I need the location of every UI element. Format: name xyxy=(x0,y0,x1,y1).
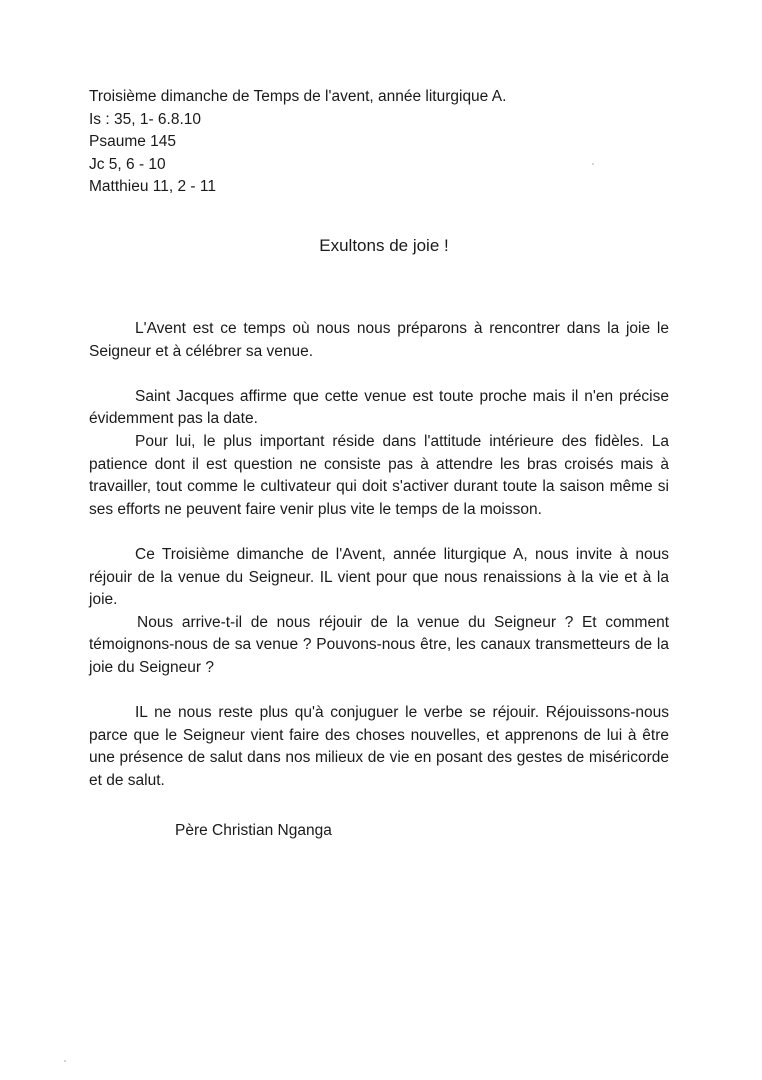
header-line-matthew: Matthieu 11, 2 - 11 xyxy=(89,178,216,195)
liturgy-header xyxy=(89,86,506,199)
homily-body xyxy=(89,318,669,792)
signature: Père Christian Nganga xyxy=(175,822,332,839)
paragraph: Nous arrive-t-il de nous réjouir de la venue du Seigneur ? Et comment témoignons-nous de sa venue ? Pouvons-nous être, les canaux transmetteurs de la joie du Seigneur ? xyxy=(89,613,669,676)
scan-speck xyxy=(64,1060,66,1062)
homily-title-wrapper xyxy=(0,234,762,258)
homily-title: Exultons de joie ! xyxy=(319,236,449,255)
paragraph: Saint Jacques affirme que cette venue est toute proche mais il n'en précise évidemment pas la date. xyxy=(89,387,669,428)
paragraph: Pour lui, le plus important réside dans l'attitude intérieure des fidèles. La patience dont il est question ne consiste pas à attendre les bras croisés mais à travailler, tout comme le cultivateur qui doit s'activer durant toute la saison même si ses efforts ne peuvent faire venir plus vite le temps de la moisson. xyxy=(89,432,669,518)
paragraph: L'Avent est ce temps où nous nous préparons à rencontrer dans la joie le Seigneur et à célébrer sa venue. xyxy=(89,320,669,360)
header-line-psalm: Psaume 145 xyxy=(89,133,177,150)
scan-speck xyxy=(592,163,594,165)
header-line-title: Troisième dimanche de Temps de l'avent, année liturgique A. xyxy=(89,88,507,105)
paragraph: IL ne nous reste plus qu'à conjuguer le verbe se réjouir. Réjouissons-nous parce que le Seigneur vient faire des choses nouvelles, et apprenons de lui à être une présence de salut dans nos milieux de vie en posant des gestes de miséricorde et de salut. xyxy=(89,704,669,789)
paragraph: Ce Troisième dimanche de l'Avent, année liturgique A, nous invite à nous réjouir de la venue du Seigneur. IL vient pour que nous renaissions à la vie et à la joie. xyxy=(89,545,669,609)
header-line-isaiah: Is : 35, 1- 6.8.10 xyxy=(89,110,202,128)
header-line-james: Jc 5, 6 - 10 xyxy=(89,155,166,173)
